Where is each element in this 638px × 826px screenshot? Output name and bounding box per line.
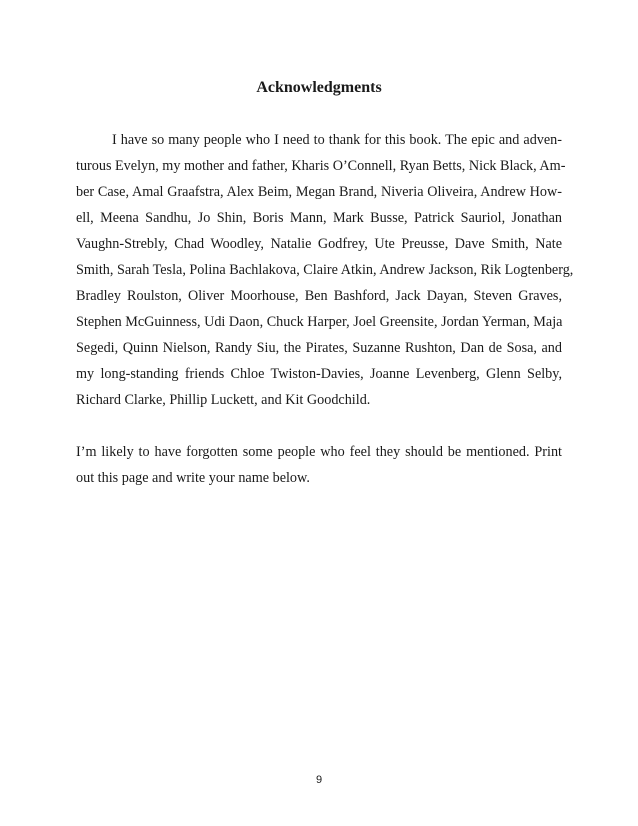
paragraph-line: Segedi, Quinn Nielson, Randy Siu, the Pirates, Suzanne Rushton, Dan de Sosa, and xyxy=(76,340,562,356)
paragraph-line: Stephen McGuinness, Udi Daon, Chuck Harper, Joel Greensite, Jordan Yerman, Maja xyxy=(76,314,563,330)
paragraph-line: I’m likely to have forgotten some people who feel they should be mentioned. Print xyxy=(76,444,562,460)
paragraph-line: my long-standing friends Chloe Twiston-Davies, Joanne Levenberg, Glenn Selby, xyxy=(76,366,562,382)
paragraph-line: Bradley Roulston, Oliver Moorhouse, Ben Bashford, Jack Dayan, Steven Graves, xyxy=(76,288,562,304)
paragraph-line: ber Case, Amal Graafstra, Alex Beim, Megan Brand, Niveria Oliveira, Andrew How- xyxy=(76,184,562,200)
paragraph-line: Vaughn-Strebly, Chad Woodley, Natalie Godfrey, Ute Preusse, Dave Smith, Nate xyxy=(76,236,562,252)
paragraph-line: Smith, Sarah Tesla, Polina Bachlakova, Claire Atkin, Andrew Jackson, Rik Logtenberg, xyxy=(76,262,574,278)
paragraph-line: Richard Clarke, Phillip Luckett, and Kit Goodchild. xyxy=(76,392,371,408)
paragraph-line: I have so many people who I need to thank for this book. The epic and adven- xyxy=(112,132,562,148)
paragraph-line: ell, Meena Sandhu, Jo Shin, Boris Mann, Mark Busse, Patrick Sauriol, Jonathan xyxy=(76,210,562,226)
page-number: 9 xyxy=(315,774,323,786)
page-title: Acknowledgments xyxy=(256,79,382,96)
paragraph-line: out this page and write your name below. xyxy=(76,470,310,486)
paragraph-line: turous Evelyn, my mother and father, Kharis O’Connell, Ryan Betts, Nick Black, Am- xyxy=(76,158,566,174)
